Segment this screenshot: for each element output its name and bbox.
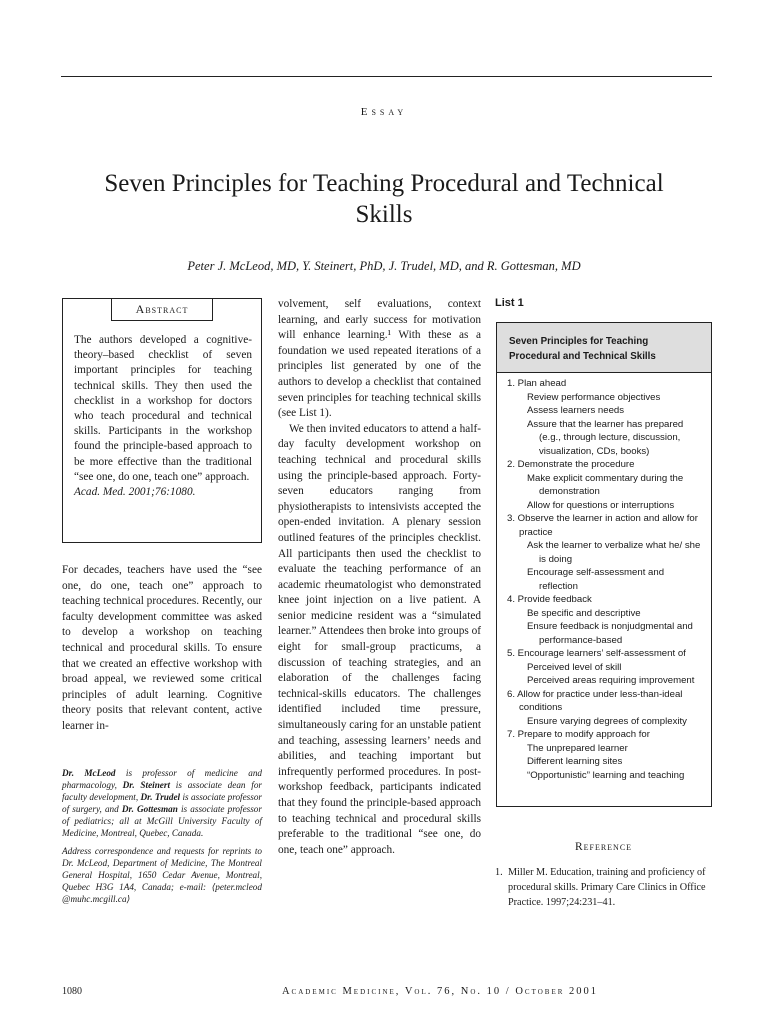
- affiliation-name: Dr. Trudel: [140, 792, 181, 802]
- body-paragraph: We then invited educators to attend a half-day faculty development workshop on teaching technical and procedural skills using the principle-based approach. Forty-seven educators ranging from physiotherapists to intensivists accepted the open-ended invitation. A plenary session outlined features of the principles checklist. All participants then used the checklist to evaluate the teaching performance of an academic rheumatologist who demonstrated knee joint injection on a live patient. A senior medicine resident was a “simulated learner.” Attendees then broke into groups of eight for small-group practicums, a discussion of teaching strategies, and an elaboration of the challenges facing technical-skills educators. The challenges identified included time pressure, simultaneously caring for an unstable patient and teaching, assessing learners’ needs and abilities, and teaching important but infrequently performed procedures. In post-workshop feedback, participants indicated that they found the principle-based approach to teaching technical and procedural skills preferable to the traditional “see one, do one, teach one” approach.: [278, 422, 481, 856]
- list-item: Ensure feedback is nonjudgmental and performance-based: [527, 621, 693, 646]
- list-item: 7. Prepare to modify approach for: [507, 729, 650, 740]
- reference-number: 1.: [495, 867, 503, 878]
- list-item: Ensure varying degrees of complexity: [527, 715, 687, 727]
- body-paragraph: volvement, self evaluations, context learning, and early success for motivation will enhance learning.¹ With these as a foundation we used repeated iterations of a principles list generated by one of the authors to develop a checklist that contained seven principles for teaching technical skills (see List 1).: [278, 298, 481, 420]
- list-heading: Seven Principles for Teaching Procedural and Technical Skills: [497, 323, 711, 373]
- reference-entry: [495, 865, 712, 910]
- affiliation-name: Dr. McLeod: [62, 768, 116, 778]
- affiliation-name: Dr. Gottesman: [121, 804, 178, 814]
- list-item: 1. Plan ahead: [507, 378, 567, 389]
- affiliations: [62, 767, 262, 839]
- list-body: [497, 373, 711, 782]
- top-rule: [61, 76, 712, 77]
- list-item: 6. Allow for practice under less-than-ideal conditions: [507, 688, 683, 713]
- list-item: 3. Observe the learner in action and allow for practice: [507, 513, 698, 538]
- author-footnote: [62, 767, 262, 911]
- list-item: Different learning sites: [527, 756, 623, 767]
- list-item: Review performance objectives: [527, 391, 661, 403]
- list-item: Ask the learner to verbalize what he/ she is doing: [527, 540, 701, 565]
- list-item: 2. Demonstrate the procedure: [507, 459, 635, 470]
- body-column-2: [278, 297, 481, 858]
- list-item: Perceived level of skill: [527, 661, 622, 673]
- list-item: “Opportunistic” learning and teaching: [527, 769, 685, 781]
- list-item: Assure that the learner has prepared (e.g., through lecture, discussion, visualization, CDs, books): [527, 418, 684, 457]
- list-item: Allow for questions or interruptions: [527, 499, 675, 511]
- principles-list-box: [496, 322, 712, 807]
- affiliation-role: is associate dean for faculty development,: [62, 780, 263, 802]
- correspondence: Address correspondence and requests for reprints to Dr. McLeod, Department of Medicine, The Montreal General Hospital, 1650 Cedar Avenue, Montreal, Quebec H3G 1A4, Canada; e-mail: ⟨peter.mcleod @muhc.mcgill.ca⟩: [62, 846, 262, 904]
- list-item: 4. Provide feedback: [507, 594, 592, 605]
- abstract-citation: Acad. Med. 2001;76:1080.: [74, 486, 196, 499]
- body-column-1: [62, 563, 262, 735]
- list-item: Encourage self-assessment and reflection: [527, 567, 665, 592]
- list-item: Make explicit commentary during the demonstration: [527, 472, 684, 497]
- list-item: Perceived areas requiring improvement: [527, 675, 695, 686]
- running-footer: Academic Medicine, Vol. 76, No. 10 / October 2001: [281, 986, 599, 997]
- affiliation-role: is associate professor of pediatrics; all at McGill University Faculty of Medicine, Montreal, Quebec, Canada.: [62, 804, 262, 838]
- section-label: Essay: [360, 106, 408, 118]
- affiliation-role: is associate professor of surgery, and: [62, 792, 262, 814]
- list-item: 5. Encourage learners’ self-assessment of: [507, 648, 686, 659]
- abstract-box: [62, 298, 262, 543]
- body-paragraph: For decades, teachers have used the “see one, do one, teach one” approach to teaching technical procedures. Recently, our faculty development committee was asked to develop a workshop on teaching technical and procedural skills. To ensure that we created an effective workshop with broad appeal, we reviewed some critical principles of adult learning. Cognitive theory posits that relevant content, active learner in-: [62, 564, 263, 732]
- list-label: List 1: [495, 297, 524, 309]
- abstract-label: Abstract: [111, 298, 213, 321]
- abstract-text: [74, 333, 252, 500]
- affiliation-name: Dr. Steinert: [122, 780, 171, 790]
- abstract-body: The authors developed a cognitive-theory–based checklist of seven important principles for teaching technical skills. They then used the checklist in a workshop for doctors who teach procedural and technical skills. Participants in the workshop found the principle-based approach to be more effective than the traditional “see one, do one, teach one” approach.: [74, 334, 252, 483]
- page-number: 1080: [62, 986, 82, 997]
- list-item: Assess learners needs: [527, 405, 625, 416]
- article-title: Seven Principles for Teaching Procedural and Technical Skills: [104, 170, 664, 228]
- reference-label: Reference: [574, 841, 633, 853]
- affiliation-role: is professor of medicine and pharmacology,: [62, 768, 263, 790]
- list-item: The unprepared learner: [527, 742, 628, 754]
- reference-text: Miller M. Education, training and proficiency of procedural skills. Primary Care Clinics in Office Practice. 1997;24:231–41.: [508, 867, 706, 908]
- list-item: Be specific and descriptive: [527, 607, 641, 619]
- author-line: Peter J. McLeod, MD, Y. Steinert, PhD, J. Trudel, MD, and R. Gottesman, MD: [187, 259, 581, 273]
